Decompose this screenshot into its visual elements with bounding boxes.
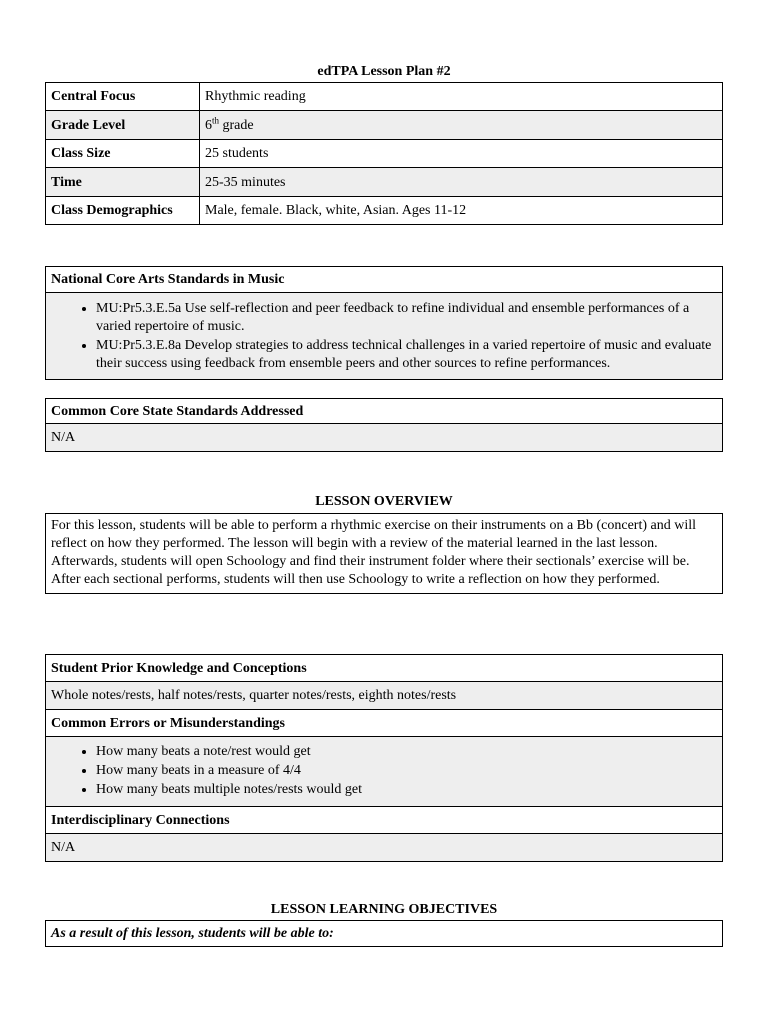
list-item: • How many beats in a measure of 4/4: [96, 761, 717, 780]
interdisciplinary-heading: Interdisciplinary Connections: [46, 807, 723, 834]
grade-number: 6: [205, 117, 212, 133]
arts-standards-box: [45, 266, 723, 380]
common-errors-list: [46, 742, 717, 799]
list-item: • MU:Pr5.3.E.8a Develop strategies to address technical challenges in a varied repertoire of music and evaluate their success using feedback from ensemble peers and other sources to refine performances.: [96, 336, 717, 373]
class-size-value: 25 students: [200, 140, 723, 168]
class-size-label: Class Size: [46, 140, 200, 168]
lesson-info-table: [45, 82, 723, 225]
page-title: edTPA Lesson Plan #2: [317, 64, 451, 79]
prior-knowledge-heading: Student Prior Knowledge and Conceptions: [46, 655, 723, 682]
list-item: • MU:Pr5.3.E.5a Use self-reflection and peer feedback to refine individual and ensemble performances of a varied repertoire of music.: [96, 299, 717, 336]
overview-heading: LESSON OVERVIEW: [315, 494, 453, 509]
central-focus-label: Central Focus: [46, 83, 200, 111]
time-label: Time: [46, 168, 200, 197]
grade-level-label: Grade Level: [46, 111, 200, 140]
time-value: 25-35 minutes: [200, 168, 723, 197]
objectives-heading: LESSON LEARNING OBJECTIVES: [270, 902, 498, 917]
arts-standards-list: [46, 299, 717, 373]
grade-ordinal-suffix: th: [212, 114, 220, 125]
table-row: [46, 197, 723, 225]
common-core-heading: Common Core State Standards Addressed: [46, 399, 723, 424]
objectives-box: [45, 920, 723, 947]
prior-knowledge-value: Whole notes/rests, half notes/rests, quarter notes/rests, eighth notes/rests: [46, 682, 723, 710]
central-focus-value: Rhythmic reading: [200, 83, 723, 111]
grade-word: grade: [219, 117, 254, 133]
objectives-lead: As a result of this lesson, students will be able to:: [46, 921, 723, 947]
arts-standards-heading: National Core Arts Standards in Music: [46, 267, 723, 293]
list-item: • How many beats a note/rest would get: [96, 742, 717, 761]
table-row: [46, 111, 723, 140]
list-item: • How many beats multiple notes/rests would get: [96, 780, 717, 799]
common-errors-heading: Common Errors or Misunderstandings: [46, 710, 723, 737]
common-core-box: [45, 398, 723, 452]
overview-text: For this lesson, students will be able to perform a rhythmic exercise on their instruments on a Bb (concert) and will reflect on how they performed. The lesson will begin with a review of the material learned in the last lesson. Afterwards, students will open Schoology and find their instrument folder where their sectionals’ exercise will be. After each sectional performs, students will then use Schoology to write a reflection on how they performed.: [45, 513, 723, 594]
prior-knowledge-box: [45, 654, 723, 862]
grade-level-value: [200, 111, 723, 140]
table-row: [46, 140, 723, 168]
class-demographics-value: Male, female. Black, white, Asian. Ages 11-12: [200, 197, 723, 225]
table-row: [46, 83, 723, 111]
class-demographics-label: Class Demographics: [46, 197, 200, 225]
table-row: [46, 168, 723, 197]
common-core-value: N/A: [46, 424, 723, 452]
interdisciplinary-value: N/A: [46, 834, 723, 862]
